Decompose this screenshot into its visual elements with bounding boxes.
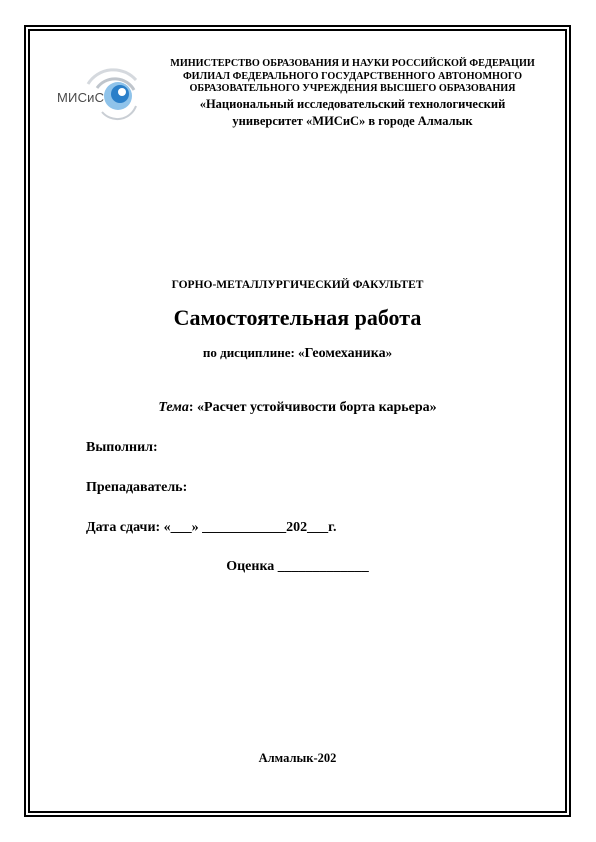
ministry-line: МИНИСТЕРСТВО ОБРАЗОВАНИЯ И НАУКИ РОССИЙСКОЙ ФЕДЕРАЦИИ [170, 58, 535, 69]
theme-label: Тема [158, 400, 189, 415]
misis-logo [52, 62, 144, 122]
theme-line [28, 400, 567, 416]
branch-line-1: ФИЛИАЛ ФЕДЕРАЛЬНОГО ГОСУДАРСТВЕННОГО АВТОНОМНОГО [182, 70, 523, 82]
discipline-suffix: » [385, 345, 393, 360]
work-title: Самостоятельная работа [173, 305, 422, 330]
teacher-label: Препадаватель: [86, 480, 188, 495]
theme-text: : «Расчет устойчивости борта карьера» [188, 400, 437, 415]
institution-header [150, 58, 555, 130]
done-by-label: Выполнил: [86, 440, 158, 455]
university-line-2: университет «МИСиС» в городе Алмалык [232, 113, 473, 128]
faculty-name: ГОРНО-МЕТАЛЛУРГИЧЕСКИЙ ФАКУЛЬТЕТ [171, 279, 424, 291]
city-year: Алмалык-202 [258, 751, 337, 765]
branch-line-2: ОБРАЗОВАТЕЛЬНОГО УЧРЕЖДЕНИЯ ВЫСШЕГО ОБРАЗОВАНИЯ [189, 83, 516, 94]
grade-line: Оценка _____________ [226, 559, 369, 574]
discipline-name: Геомеханика [304, 346, 386, 361]
university-line-1: «Национальный исследовательский технологический [199, 96, 506, 111]
logo-text: МИСиС [57, 90, 105, 105]
page-border-inner [28, 29, 567, 813]
discipline-line [28, 345, 567, 362]
discipline-prefix: по дисциплине: « [202, 345, 305, 360]
due-date-line: Дата сдачи: «___» ____________202___г. [86, 520, 337, 535]
